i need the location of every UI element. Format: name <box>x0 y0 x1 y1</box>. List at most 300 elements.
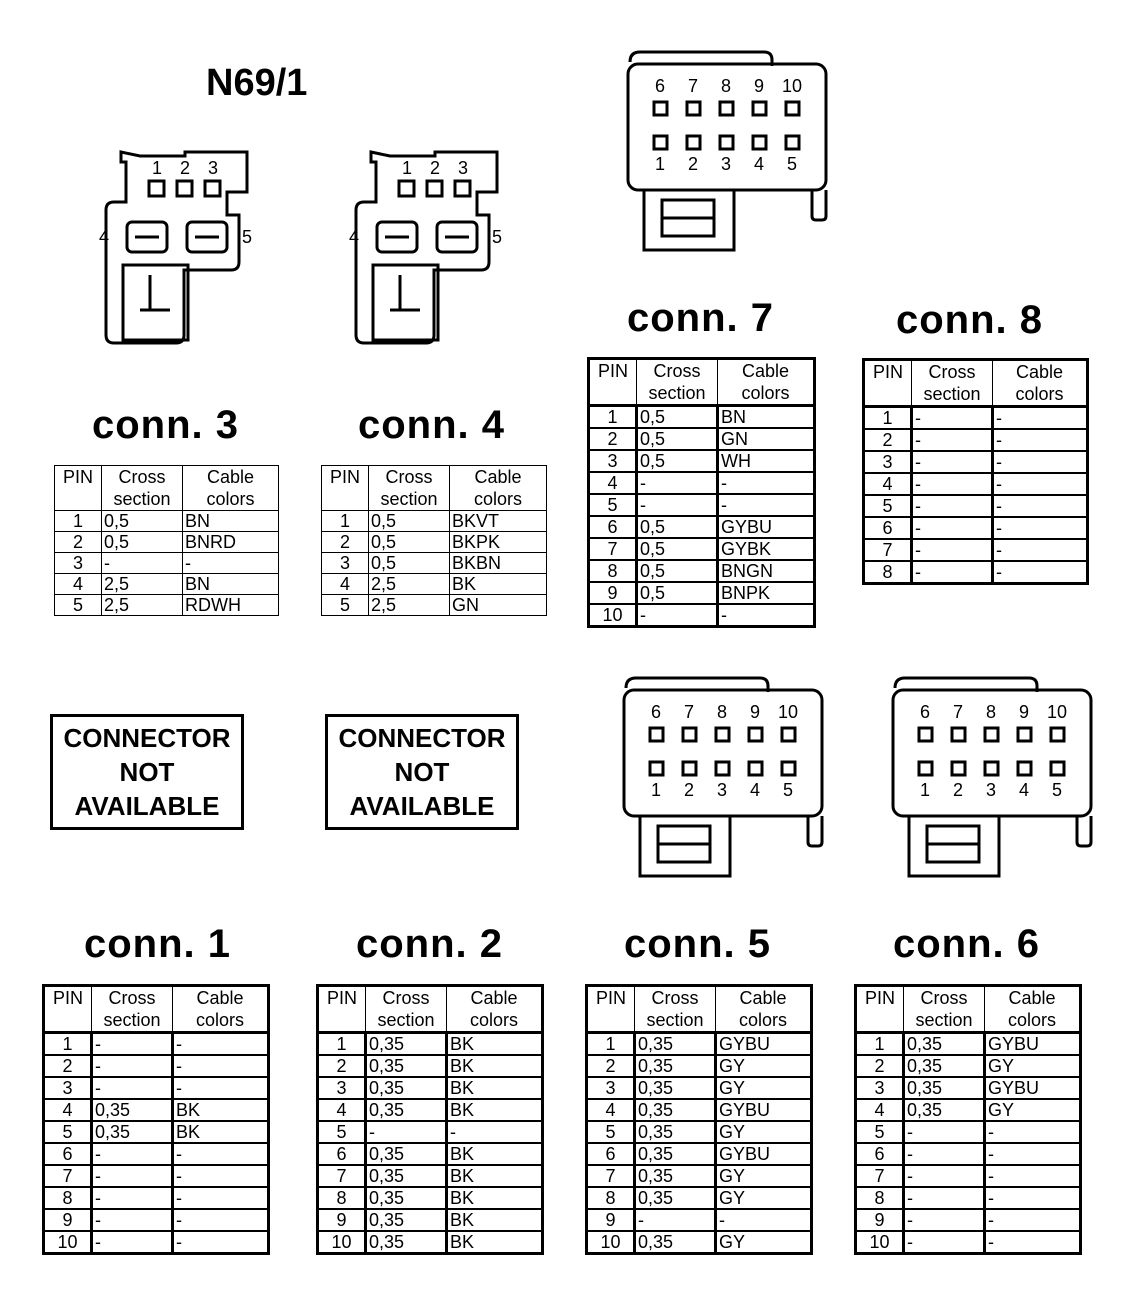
cross-cell: 0,35 <box>366 1231 447 1254</box>
pin-socket <box>786 102 799 115</box>
pin-header <box>55 466 102 511</box>
table-row <box>587 1143 812 1165</box>
pin-cell: 3 <box>44 1077 92 1099</box>
table-row <box>44 1055 269 1077</box>
cross-section-header <box>637 359 718 406</box>
pin-cell: 6 <box>589 516 637 538</box>
pin-number-label: 4 <box>753 154 765 174</box>
pin-number-label: 6 <box>650 702 662 722</box>
color-cell: - <box>985 1165 1081 1187</box>
table-row <box>589 560 815 582</box>
cable-colors-header <box>447 986 543 1033</box>
pin-cell: 5 <box>589 494 637 516</box>
cable-colors-header-line: Cable <box>1008 988 1056 1008</box>
pin-number-label: 2 <box>687 154 699 174</box>
cross-cell: 2,5 <box>369 595 450 616</box>
pin-socket <box>650 762 663 775</box>
cable-colors-header <box>993 360 1088 407</box>
pin-number-label: 10 <box>781 76 803 96</box>
table-row <box>864 539 1088 561</box>
color-cell: - <box>985 1143 1081 1165</box>
pin-cell: 3 <box>322 553 369 574</box>
cross-section-header <box>102 466 183 511</box>
table-row <box>55 532 279 553</box>
cross-cell: - <box>912 495 993 517</box>
pin-number-label: 1 <box>650 780 662 800</box>
color-cell: - <box>183 553 279 574</box>
cross-cell: - <box>92 1165 173 1187</box>
cable-colors-header-line: Cable <box>739 988 787 1008</box>
cross-section-header-line: section <box>377 1010 435 1030</box>
pin-socket <box>782 728 795 741</box>
pin-number-label: 10 <box>777 702 799 722</box>
connector-5-drawing <box>618 674 828 884</box>
cross-cell: - <box>635 1209 716 1231</box>
color-cell: BK <box>447 1099 543 1121</box>
pin-cell: 4 <box>44 1099 92 1121</box>
pin-socket <box>654 102 667 115</box>
table-header-row <box>44 986 269 1033</box>
conn2-title: conn. 2 <box>356 922 504 966</box>
pin-number-label: 7 <box>687 76 699 96</box>
cable-colors-header <box>183 466 279 511</box>
color-cell: GY <box>716 1077 812 1099</box>
table-row <box>864 451 1088 473</box>
pin-cell: 2 <box>587 1055 635 1077</box>
pin-cell: 5 <box>587 1121 635 1143</box>
pin-header <box>587 986 635 1033</box>
pin-cell: 5 <box>55 595 102 616</box>
pin-socket <box>687 102 700 115</box>
pin-socket <box>919 728 932 741</box>
cable-colors-header-line: Cable <box>206 467 255 487</box>
cross-cell: 0,35 <box>635 1121 716 1143</box>
table-row <box>856 1187 1081 1209</box>
pin-cell: 10 <box>856 1231 904 1254</box>
cable-colors-header-line: colors <box>473 489 522 509</box>
cable-colors-header <box>718 359 815 406</box>
pin-cell: 8 <box>589 560 637 582</box>
pin-label-4: 4 <box>99 227 110 247</box>
color-cell: - <box>173 1165 269 1187</box>
cross-cell: - <box>912 539 993 561</box>
color-cell: - <box>173 1209 269 1231</box>
color-cell: - <box>718 494 815 516</box>
color-cell: BNRD <box>183 532 279 553</box>
pin-socket <box>720 102 733 115</box>
table-row <box>44 1099 269 1121</box>
pin-number-label: 1 <box>919 780 931 800</box>
pin-cell: 7 <box>864 539 912 561</box>
conn8-pin-table <box>862 358 1089 585</box>
cross-cell: - <box>637 494 718 516</box>
pin-cell: 2 <box>864 429 912 451</box>
color-cell: BK <box>447 1165 543 1187</box>
pin-socket <box>749 728 762 741</box>
color-cell: - <box>173 1187 269 1209</box>
cross-section-header-line: section <box>915 1010 973 1030</box>
cable-colors-header-line: colors <box>469 1010 518 1030</box>
pin-cell: 1 <box>55 511 102 532</box>
cross-section-header-line: Cross <box>928 362 976 382</box>
color-cell: - <box>993 561 1088 584</box>
pin-header <box>322 466 369 511</box>
color-cell: BKBN <box>450 553 547 574</box>
table-row <box>55 553 279 574</box>
cable-colors-header-line: Cable <box>1015 362 1064 382</box>
conn8-title: conn. 8 <box>896 298 1044 342</box>
table-header-row <box>589 359 815 406</box>
pin-header <box>318 986 366 1033</box>
pin-cell: 8 <box>864 561 912 584</box>
pin-cell: 2 <box>856 1055 904 1077</box>
table-row <box>318 1143 543 1165</box>
color-cell: - <box>447 1121 543 1143</box>
cross-section-header-line: Cross <box>382 988 430 1008</box>
pin-socket <box>1018 762 1031 775</box>
cross-cell: - <box>912 407 993 430</box>
pin-cell: 10 <box>318 1231 366 1254</box>
conn3-pin-table <box>54 465 279 616</box>
conn6-title: conn. 6 <box>893 922 1041 966</box>
cross-section-header-line: Cross <box>920 988 968 1008</box>
cross-cell: 0,5 <box>369 532 450 553</box>
pin-cell: 7 <box>587 1165 635 1187</box>
cross-cell: 0,35 <box>366 1209 447 1231</box>
table-row <box>318 1165 543 1187</box>
table-row <box>856 1077 1081 1099</box>
color-cell: GN <box>718 428 815 450</box>
connector-latch <box>808 816 822 846</box>
conn5-pin-table <box>585 984 813 1255</box>
table-row <box>322 595 547 616</box>
cross-cell: - <box>102 553 183 574</box>
cross-cell: - <box>92 1187 173 1209</box>
cross-cell: 0,5 <box>369 511 450 532</box>
cross-section-header-line: Cross <box>108 988 156 1008</box>
table-row <box>322 574 547 595</box>
pin-socket <box>683 762 696 775</box>
pin-number-label: 6 <box>919 702 931 722</box>
pin-cell: 7 <box>318 1165 366 1187</box>
cross-cell: 0,35 <box>366 1165 447 1187</box>
cross-section-header-line: section <box>923 384 981 404</box>
pin-number-label: 8 <box>716 702 728 722</box>
table-row <box>589 582 815 604</box>
table-row <box>856 1209 1081 1231</box>
table-row <box>44 1143 269 1165</box>
table-row <box>864 561 1088 584</box>
table-row <box>318 1231 543 1254</box>
table-row <box>55 574 279 595</box>
pin-cell: 1 <box>864 407 912 430</box>
conn2-pin-table <box>316 984 544 1255</box>
color-cell: BKVT <box>450 511 547 532</box>
color-cell: GYBU <box>716 1033 812 1056</box>
color-cell: - <box>173 1231 269 1254</box>
cross-section-header-line: section <box>113 489 171 509</box>
cross-cell: 0,35 <box>366 1055 447 1077</box>
cross-cell: - <box>92 1143 173 1165</box>
table-row <box>864 517 1088 539</box>
table-row <box>587 1099 812 1121</box>
color-cell: GY <box>716 1165 812 1187</box>
color-cell: BK <box>173 1099 269 1121</box>
color-cell: GYBU <box>985 1077 1081 1099</box>
cross-cell: 0,35 <box>366 1033 447 1056</box>
cross-cell: 0,5 <box>637 450 718 472</box>
color-cell: GY <box>985 1055 1081 1077</box>
color-cell: - <box>993 451 1088 473</box>
table-row <box>864 407 1088 430</box>
pin-number-label: 7 <box>952 702 964 722</box>
table-header-row <box>55 466 279 511</box>
cross-section-header <box>904 986 985 1033</box>
cross-cell: - <box>904 1209 985 1231</box>
color-cell: BK <box>447 1077 543 1099</box>
table-row <box>44 1231 269 1254</box>
table-header-row <box>318 986 543 1033</box>
cross-cell: 0,35 <box>635 1187 716 1209</box>
color-cell: BK <box>447 1143 543 1165</box>
table-row <box>44 1187 269 1209</box>
pin-cell: 1 <box>318 1033 366 1056</box>
pin-socket <box>683 728 696 741</box>
cross-section-header <box>635 986 716 1033</box>
color-cell: BK <box>447 1209 543 1231</box>
color-cell: BK <box>450 574 547 595</box>
cross-cell: 0,5 <box>637 516 718 538</box>
pin-number-label: 9 <box>749 702 761 722</box>
table-row <box>55 595 279 616</box>
color-cell: BN <box>183 574 279 595</box>
table-row <box>322 511 547 532</box>
table-row <box>589 494 815 516</box>
pin-cell: 7 <box>44 1165 92 1187</box>
cross-cell: - <box>92 1055 173 1077</box>
pin-header <box>589 359 637 406</box>
pin-socket <box>1051 762 1064 775</box>
cable-colors-header-line: colors <box>738 1010 787 1030</box>
pin-socket <box>985 762 998 775</box>
cross-cell: - <box>912 451 993 473</box>
color-cell: GYBU <box>718 516 815 538</box>
cross-section-header-line: Cross <box>385 467 433 487</box>
color-cell: GY <box>716 1231 812 1254</box>
pin-header-line: PIN <box>62 467 93 487</box>
cross-cell: 0,35 <box>635 1099 716 1121</box>
color-cell: - <box>993 473 1088 495</box>
cross-section-header <box>369 466 450 511</box>
pin-header-line: PIN <box>52 988 83 1008</box>
cable-colors-header <box>985 986 1081 1033</box>
pin-number-label: 4 <box>749 780 761 800</box>
cross-section-header-line: section <box>103 1010 161 1030</box>
color-cell: BNGN <box>718 560 815 582</box>
pin-number-label: 2 <box>683 780 695 800</box>
table-row <box>587 1121 812 1143</box>
cross-cell: 0,35 <box>635 1143 716 1165</box>
cross-section-header-line: section <box>648 383 706 403</box>
pin-header-line: PIN <box>864 988 895 1008</box>
table-row <box>44 1121 269 1143</box>
cross-cell: - <box>912 429 993 451</box>
table-row <box>589 604 815 627</box>
pin-cell: 8 <box>44 1187 92 1209</box>
table-row <box>322 553 547 574</box>
connector-6-drawing <box>887 674 1097 884</box>
table-row <box>864 495 1088 517</box>
connector-3-drawing <box>95 150 270 350</box>
pin-cell: 9 <box>318 1209 366 1231</box>
color-cell: WH <box>718 450 815 472</box>
table-row <box>318 1055 543 1077</box>
cross-cell: - <box>904 1121 985 1143</box>
color-cell: - <box>985 1121 1081 1143</box>
table-row <box>318 1033 543 1056</box>
color-cell: - <box>173 1033 269 1056</box>
pin-socket <box>650 728 663 741</box>
pin-cell: 5 <box>864 495 912 517</box>
table-row <box>44 1209 269 1231</box>
color-cell: - <box>985 1231 1081 1254</box>
pin-number-label: 3 <box>716 780 728 800</box>
pin-cell: 9 <box>589 582 637 604</box>
pin-cell: 4 <box>589 472 637 494</box>
pin-cell: 3 <box>589 450 637 472</box>
cable-colors-header-line: Cable <box>196 988 244 1008</box>
color-cell: - <box>718 604 815 627</box>
pin-socket <box>716 728 729 741</box>
pin-header <box>856 986 904 1033</box>
cross-cell: 0,35 <box>904 1033 985 1056</box>
table-row <box>587 1209 812 1231</box>
color-cell: GYBU <box>716 1099 812 1121</box>
color-cell: BNPK <box>718 582 815 604</box>
cross-section-header <box>366 986 447 1033</box>
pin-socket <box>687 136 700 149</box>
pin-cell: 6 <box>856 1143 904 1165</box>
pin-number-label: 10 <box>1046 702 1068 722</box>
pin-cell: 4 <box>55 574 102 595</box>
cross-cell: 0,5 <box>637 428 718 450</box>
table-row <box>589 406 815 429</box>
cable-colors-header-line: colors <box>206 489 255 509</box>
pin-number-label: 8 <box>985 702 997 722</box>
table-header-row <box>587 986 812 1033</box>
cross-cell: - <box>912 561 993 584</box>
pin-header <box>44 986 92 1033</box>
pin-number-label: 3 <box>720 154 732 174</box>
cross-cell: - <box>904 1231 985 1254</box>
cross-cell: - <box>637 604 718 627</box>
pin-cell: 4 <box>587 1099 635 1121</box>
table-row <box>589 538 815 560</box>
connector-latch <box>812 190 826 220</box>
pin-socket <box>1051 728 1064 741</box>
pin-socket <box>720 136 733 149</box>
cross-cell: 0,35 <box>635 1055 716 1077</box>
cross-cell: 0,35 <box>904 1055 985 1077</box>
pin-header-line: PIN <box>872 362 903 382</box>
pin-cell: 3 <box>587 1077 635 1099</box>
color-cell: - <box>993 539 1088 561</box>
table-row <box>856 1165 1081 1187</box>
cross-section-header-line: section <box>380 489 438 509</box>
connector-4-drawing <box>345 150 520 350</box>
table-row <box>864 473 1088 495</box>
na-line-2: NOT <box>394 757 450 787</box>
pin-cell: 3 <box>55 553 102 574</box>
table-row <box>856 1231 1081 1254</box>
color-cell: BK <box>447 1187 543 1209</box>
table-row <box>318 1099 543 1121</box>
color-cell: BN <box>718 406 815 429</box>
pin-label-2: 2 <box>180 158 191 178</box>
pin-cell: 7 <box>589 538 637 560</box>
cross-cell: 2,5 <box>369 574 450 595</box>
cross-cell: 0,35 <box>366 1077 447 1099</box>
conn5-title: conn. 5 <box>624 922 772 966</box>
table-row <box>322 532 547 553</box>
color-cell: GY <box>716 1121 812 1143</box>
pin-cell: 9 <box>587 1209 635 1231</box>
color-cell: - <box>993 517 1088 539</box>
table-row <box>44 1165 269 1187</box>
cross-cell: 0,5 <box>637 538 718 560</box>
pin-header-line: PIN <box>326 988 357 1008</box>
pin-socket <box>952 728 965 741</box>
cross-cell: 0,35 <box>92 1099 173 1121</box>
pin-cell: 4 <box>322 574 369 595</box>
color-cell: - <box>173 1077 269 1099</box>
pin-label-5: 5 <box>242 227 253 247</box>
table-row <box>864 429 1088 451</box>
pin-cell: 1 <box>587 1033 635 1056</box>
pin-cell: 5 <box>322 595 369 616</box>
color-cell: GYBU <box>716 1143 812 1165</box>
color-cell: BK <box>447 1033 543 1056</box>
pin-cell: 3 <box>856 1077 904 1099</box>
pin-socket <box>753 102 766 115</box>
pin-cell: 2 <box>589 428 637 450</box>
color-cell: GY <box>716 1187 812 1209</box>
pin-cell: 4 <box>318 1099 366 1121</box>
pin-cell: 2 <box>322 532 369 553</box>
pin-label-3: 3 <box>458 158 469 178</box>
na-line-3: AVAILABLE <box>74 791 220 821</box>
cable-colors-header-line: colors <box>195 1010 244 1030</box>
cross-cell: - <box>904 1187 985 1209</box>
table-row <box>856 1143 1081 1165</box>
cross-section-header <box>912 360 993 407</box>
color-cell: GN <box>450 595 547 616</box>
pin-cell: 1 <box>589 406 637 429</box>
pin-number-label: 8 <box>720 76 732 96</box>
pin-cell: 1 <box>44 1033 92 1056</box>
cross-cell: - <box>92 1033 173 1056</box>
cross-cell: - <box>912 473 993 495</box>
table-row <box>856 1033 1081 1056</box>
table-row <box>55 511 279 532</box>
pin-cell: 7 <box>856 1165 904 1187</box>
connector-latch <box>1077 816 1091 846</box>
color-cell: GY <box>985 1099 1081 1121</box>
cable-colors-header-line: Cable <box>741 361 790 381</box>
color-cell: - <box>993 429 1088 451</box>
cross-cell: 0,35 <box>366 1099 447 1121</box>
color-cell: BKPK <box>450 532 547 553</box>
